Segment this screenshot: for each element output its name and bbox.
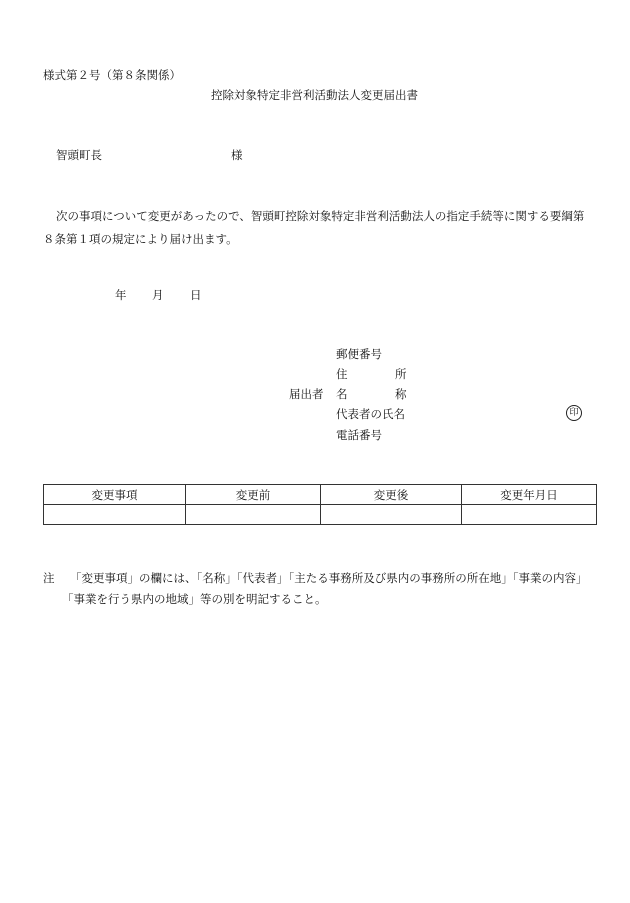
cell-change-date[interactable] (462, 505, 597, 525)
name-label-start: 名 (336, 387, 348, 401)
cell-before[interactable] (186, 505, 321, 525)
seal-mark: 印 (566, 405, 582, 421)
header-change-item: 変更事項 (44, 485, 186, 505)
date-line (115, 287, 202, 303)
note-line-2: 「事業を行う県内の地域」等の別を明記すること。 (62, 592, 327, 606)
sender-phone-label: 電話番号 (336, 428, 382, 442)
table-header-row (44, 485, 597, 505)
note-line-1: 「変更事項」の欄には、「名称」「代表者」「主たる事務所及び県内の事務所の所在地」「事業の内容」 (70, 571, 588, 585)
date-day-label: 日 (190, 288, 202, 302)
sender-representative-label: 代表者の氏名 (336, 407, 405, 421)
body-text: 次の事項について変更があったので、智頭町控除対象特定非営利活動法人の指定手続等に関する要綱第８条第１項の規定により届け出ます。 (43, 209, 585, 246)
header-before: 変更前 (186, 485, 321, 505)
addressee-name: 智頭町長 (56, 148, 102, 162)
change-table (43, 484, 597, 525)
cell-after[interactable] (321, 505, 462, 525)
sender-address-label (336, 366, 407, 382)
sender-postal-code-label: 郵便番号 (336, 347, 382, 361)
document-title: 控除対象特定非営利活動法人変更届出書 (211, 88, 418, 102)
note-head: 注 (43, 571, 55, 585)
addressee (56, 147, 243, 163)
sender-label: 届出者 (289, 387, 324, 401)
date-month-label: 月 (152, 288, 164, 302)
cell-change-item[interactable] (44, 505, 186, 525)
table-row (44, 505, 597, 525)
sender-name-label (336, 386, 407, 402)
address-label-start: 住 (336, 367, 348, 381)
date-year-label: 年 (115, 288, 127, 302)
addressee-honorific: 様 (231, 148, 243, 162)
form-number: 様式第２号（第８条関係） (43, 68, 181, 82)
address-label-end: 所 (395, 367, 407, 381)
note (43, 568, 603, 610)
header-after: 変更後 (321, 485, 462, 505)
header-change-date: 変更年月日 (462, 485, 597, 505)
name-label-end: 称 (395, 387, 407, 401)
